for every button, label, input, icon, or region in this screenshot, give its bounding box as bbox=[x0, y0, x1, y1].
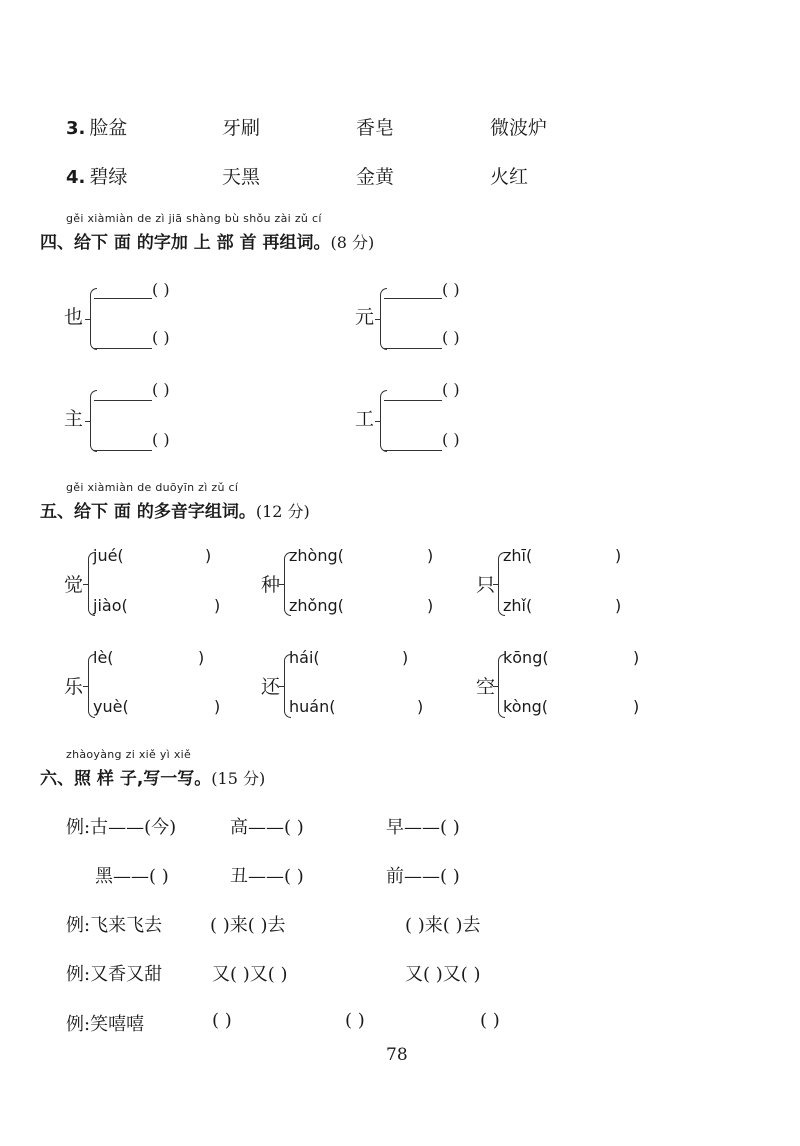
close-paren[interactable]: ) bbox=[205, 546, 212, 565]
reading: zhòng( bbox=[289, 546, 344, 565]
answer-paren[interactable]: ( ) bbox=[152, 328, 170, 347]
polyphone-char: 乐 bbox=[64, 676, 84, 698]
section5-heading bbox=[40, 497, 310, 522]
lai-qu-blank[interactable]: ( )来( )去 bbox=[210, 915, 286, 936]
reading: zhǒng( bbox=[289, 596, 344, 615]
answer-paren[interactable]: ( ) bbox=[442, 280, 460, 299]
word: 牙刷 bbox=[222, 117, 261, 139]
answer-paren[interactable]: ( ) bbox=[442, 380, 460, 399]
close-paren[interactable]: ) bbox=[427, 546, 434, 565]
word: 金黄 bbox=[356, 166, 395, 188]
answer-paren[interactable]: ( ) bbox=[152, 380, 170, 399]
antonym-blank[interactable]: 前——( ) bbox=[386, 866, 460, 887]
radical-char: 工 bbox=[355, 408, 375, 430]
section4-points: (8 分) bbox=[330, 233, 375, 252]
antonym-blank[interactable]: 黑——( ) bbox=[95, 866, 169, 887]
word: 火红 bbox=[490, 166, 529, 188]
reading: kòng( bbox=[503, 697, 549, 716]
answer-line[interactable] bbox=[384, 298, 442, 299]
close-paren[interactable]: ) bbox=[615, 546, 622, 565]
answer-line[interactable] bbox=[384, 450, 442, 451]
reading: huán( bbox=[289, 697, 336, 716]
close-paren[interactable]: ) bbox=[214, 596, 221, 615]
row-number: 4. bbox=[66, 167, 86, 188]
reading: jué( bbox=[93, 546, 124, 565]
close-paren[interactable]: ) bbox=[402, 648, 409, 667]
page-number: 78 bbox=[386, 1045, 408, 1065]
row-number: 3. bbox=[66, 118, 86, 139]
antonym-blank[interactable]: 高——( ) bbox=[230, 817, 304, 838]
lai-qu-blank[interactable]: ( )来( )去 bbox=[405, 915, 481, 936]
answer-line[interactable] bbox=[94, 348, 152, 349]
section5-points: (12 分) bbox=[255, 502, 310, 521]
section5-pinyin: gěi xiàmiàn de duōyīn zì zǔ cí bbox=[66, 481, 239, 494]
radical-char: 主 bbox=[64, 408, 84, 430]
word: 碧绿 bbox=[89, 166, 128, 188]
abb-blank[interactable]: ( ) bbox=[480, 1010, 500, 1031]
reading: zhī( bbox=[503, 546, 533, 565]
radical-char: 元 bbox=[355, 306, 375, 328]
answer-paren[interactable]: ( ) bbox=[442, 430, 460, 449]
answer-paren[interactable]: ( ) bbox=[152, 430, 170, 449]
polyphone-char: 空 bbox=[476, 676, 496, 698]
answer-line[interactable] bbox=[384, 348, 442, 349]
example-abb: 例:笑嘻嘻 bbox=[66, 1014, 145, 1035]
close-paren[interactable]: ) bbox=[417, 697, 424, 716]
radical-char: 也 bbox=[64, 306, 84, 328]
polyphone-char: 觉 bbox=[64, 574, 84, 596]
you-you-blank[interactable]: 又( )又( ) bbox=[405, 964, 481, 985]
section6-title: 六、照 样 子,写一写。 bbox=[40, 769, 212, 789]
reading: jiào( bbox=[93, 596, 128, 615]
abb-blank[interactable]: ( ) bbox=[345, 1010, 365, 1031]
you-you-blank[interactable]: 又( )又( ) bbox=[212, 964, 288, 985]
section4-pinyin: gěi xiàmiàn de zì jiā shàng bù shǒu zài zǔ cí bbox=[66, 212, 322, 225]
answer-line[interactable] bbox=[94, 450, 152, 451]
section6-heading bbox=[40, 764, 265, 789]
word: 天黑 bbox=[222, 166, 261, 188]
section6-points: (15 分) bbox=[211, 769, 266, 788]
close-paren[interactable]: ) bbox=[633, 697, 640, 716]
reading: zhǐ( bbox=[503, 596, 533, 615]
polyphone-char: 种 bbox=[261, 574, 281, 596]
reading: yuè( bbox=[93, 697, 129, 716]
section4-heading bbox=[40, 228, 374, 253]
section4-title: 四、给下 面 的字加 上 部 首 再组词。 bbox=[40, 233, 331, 253]
abb-blank[interactable]: ( ) bbox=[212, 1010, 232, 1031]
word-row-4 bbox=[66, 162, 127, 189]
word: 微波炉 bbox=[490, 117, 548, 139]
reading: kōng( bbox=[503, 648, 549, 667]
example-you-you: 例:又香又甜 bbox=[66, 964, 163, 985]
example-lai-qu: 例:飞来飞去 bbox=[66, 915, 163, 936]
answer-paren[interactable]: ( ) bbox=[442, 328, 460, 347]
close-paren[interactable]: ) bbox=[615, 596, 622, 615]
close-paren[interactable]: ) bbox=[214, 697, 221, 716]
antonym-blank[interactable]: 早——( ) bbox=[386, 817, 460, 838]
answer-paren[interactable]: ( ) bbox=[152, 280, 170, 299]
answer-line[interactable] bbox=[94, 298, 152, 299]
answer-line[interactable] bbox=[94, 400, 152, 401]
word: 脸盆 bbox=[89, 117, 128, 139]
section5-title: 五、给下 面 的多音字组词。 bbox=[40, 502, 256, 522]
section6-pinyin: zhàoyàng zi xiě yì xiě bbox=[66, 748, 192, 761]
example-antonym: 例:古——(今) bbox=[66, 817, 177, 838]
close-paren[interactable]: ) bbox=[633, 648, 640, 667]
close-paren[interactable]: ) bbox=[198, 648, 205, 667]
reading: lè( bbox=[93, 648, 114, 667]
word-row-3 bbox=[66, 113, 127, 140]
reading: hái( bbox=[289, 648, 320, 667]
antonym-blank[interactable]: 丑——( ) bbox=[230, 866, 304, 887]
answer-line[interactable] bbox=[384, 400, 442, 401]
polyphone-char: 还 bbox=[261, 676, 281, 698]
close-paren[interactable]: ) bbox=[427, 596, 434, 615]
polyphone-char: 只 bbox=[476, 574, 496, 596]
word: 香皂 bbox=[356, 117, 395, 139]
